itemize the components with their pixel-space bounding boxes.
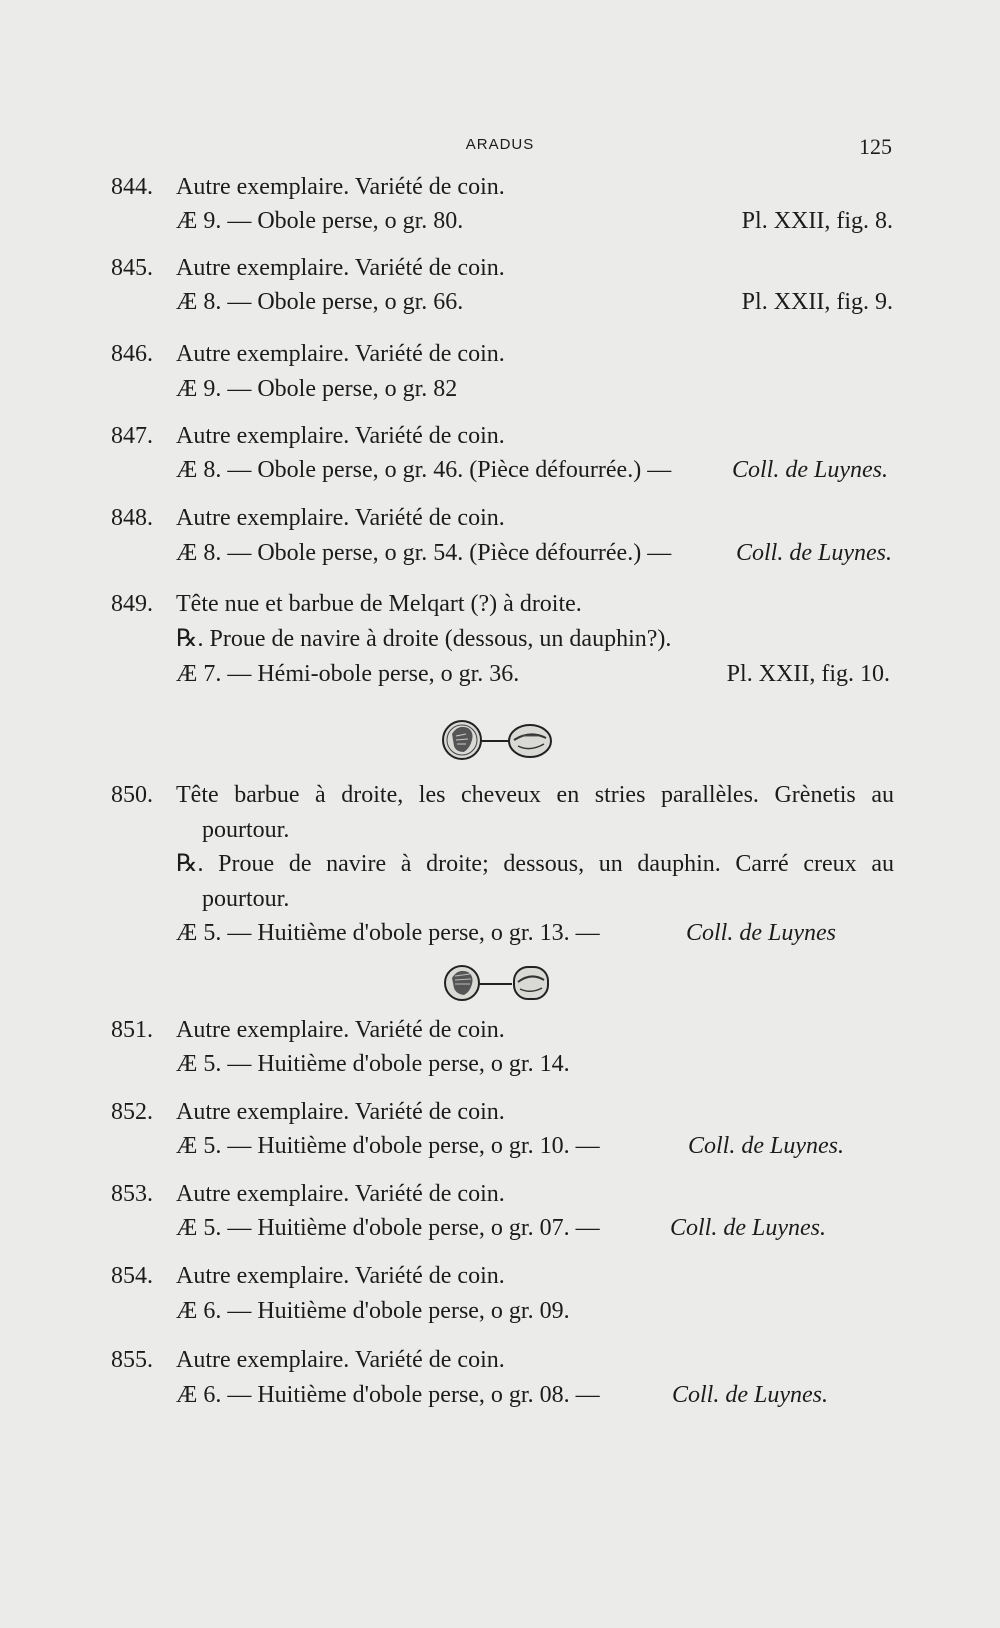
entry-metal-weight: Æ 6. — Huitième d'obole perse, o gr. 08. — [176, 1382, 600, 1408]
entry-849-line1 [0, 589, 1000, 623]
entry-850-line3 [0, 918, 1000, 952]
entry-number: 846. [111, 341, 153, 367]
entry-number: 853. [111, 1181, 153, 1207]
entry-849-line2 [0, 624, 1000, 658]
entry-metal-weight: Æ 5. — Huitième d'obole perse, o gr. 13. — [176, 920, 600, 946]
entry-metal-weight: Æ 8. — Obole perse, o gr. 46. (Pièce défourrée.) — [176, 457, 672, 483]
entry-metal-weight: Æ 5. — Huitième d'obole perse, o gr. 14. [176, 1051, 570, 1077]
page-number: 125 [859, 134, 892, 159]
entry-number: 854. [111, 1263, 153, 1289]
coin-reverse-icon [514, 967, 548, 999]
entry-852-line2 [0, 1131, 1000, 1165]
entry-description: Autre exemplaire. Variété de coin. [176, 505, 505, 531]
entry-number: 852. [111, 1099, 153, 1125]
entry-reverse-cont: pourtour. [202, 886, 290, 912]
plate-reference: Pl. XXII, fig. 9. [741, 289, 893, 315]
entry-851-line1 [0, 1015, 1000, 1049]
collection-reference: Coll. de Luynes [686, 920, 836, 946]
collection-reference: Coll. de Luynes. [670, 1215, 826, 1241]
entry-844-line2 [0, 206, 1000, 240]
entry-number: 851. [111, 1017, 153, 1043]
entry-number: 844. [111, 174, 153, 200]
entry-855-line1 [0, 1345, 1000, 1379]
coin-obverse-icon [445, 966, 479, 1000]
coin-illustration-849 [438, 714, 568, 766]
collection-reference: Coll. de Luynes. [732, 457, 888, 483]
entry-845-line2 [0, 287, 1000, 321]
coin-illustration-850 [440, 960, 570, 1006]
entry-description: Autre exemplaire. Variété de coin. [176, 1099, 505, 1125]
entry-846-line2 [0, 374, 1000, 408]
entry-850-line2 [0, 849, 1000, 883]
entry-850-line1 [0, 780, 1000, 814]
entry-metal-weight: Æ 9. — Obole perse, o gr. 82 [176, 376, 458, 402]
entry-850-line2b [0, 884, 1000, 918]
entry-obverse: Tête barbue à droite, les cheveux en stries parallèles. Grènetis au [176, 782, 894, 808]
entry-848-line1 [0, 503, 1000, 537]
entry-852-line1 [0, 1097, 1000, 1131]
collection-reference: Coll. de Luynes. [736, 540, 892, 566]
entry-850-line1b [0, 815, 1000, 849]
entry-853-line1 [0, 1179, 1000, 1213]
entry-metal-weight: Æ 8. — Obole perse, o gr. 54. (Pièce défourrée.) — [176, 540, 672, 566]
entry-obverse-cont: pourtour. [202, 817, 290, 843]
collection-reference: Coll. de Luynes. [688, 1133, 844, 1159]
collection-reference: Coll. de Luynes. [672, 1382, 828, 1408]
entry-855-line2 [0, 1380, 1000, 1414]
entry-number: 848. [111, 505, 153, 531]
entry-number: 845. [111, 255, 153, 281]
entry-844-line1 [0, 172, 1000, 206]
coin-obverse-icon [443, 721, 481, 759]
entry-reverse: ℞. Proue de navire à droite (dessous, un dauphin?). [176, 626, 672, 652]
entry-number: 847. [111, 423, 153, 449]
entry-metal-weight: Æ 5. — Huitième d'obole perse, o gr. 07. — [176, 1215, 600, 1241]
entry-reverse: ℞. Proue de navire à droite; dessous, un dauphin. Carré creux au [176, 851, 894, 877]
entry-description: Autre exemplaire. Variété de coin. [176, 1017, 505, 1043]
entry-849-line3 [0, 659, 1000, 693]
entry-number: 855. [111, 1347, 153, 1373]
entry-description: Autre exemplaire. Variété de coin. [176, 1347, 505, 1373]
entry-846-line1 [0, 339, 1000, 373]
plate-reference: Pl. XXII, fig. 8. [741, 208, 893, 234]
entry-number: 850. [111, 782, 153, 808]
entry-description: Autre exemplaire. Variété de coin. [176, 174, 505, 200]
entry-obverse: Tête nue et barbue de Melqart (?) à droite. [176, 591, 582, 617]
entry-853-line2 [0, 1213, 1000, 1247]
entry-metal-weight: Æ 8. — Obole perse, o gr. 66. [176, 289, 464, 315]
entry-854-line1 [0, 1261, 1000, 1295]
entry-metal-weight: Æ 5. — Huitième d'obole perse, o gr. 10. — [176, 1133, 600, 1159]
coin-reverse-icon [509, 725, 551, 757]
entry-metal-weight: Æ 7. — Hémi-obole perse, o gr. 36. [176, 661, 520, 687]
entry-description: Autre exemplaire. Variété de coin. [176, 341, 505, 367]
entry-847-line1 [0, 421, 1000, 455]
entry-847-line2 [0, 455, 1000, 489]
entry-metal-weight: Æ 6. — Huitième d'obole perse, o gr. 09. [176, 1298, 570, 1324]
entry-851-line2 [0, 1049, 1000, 1083]
plate-reference: Pl. XXII, fig. 10. [726, 661, 890, 687]
entry-description: Autre exemplaire. Variété de coin. [176, 1181, 505, 1207]
entry-number: 849. [111, 591, 153, 617]
entry-description: Autre exemplaire. Variété de coin. [176, 423, 505, 449]
entry-description: Autre exemplaire. Variété de coin. [176, 255, 505, 281]
entry-848-line2 [0, 538, 1000, 572]
entry-description: Autre exemplaire. Variété de coin. [176, 1263, 505, 1289]
entry-845-line1 [0, 253, 1000, 287]
running-head [0, 136, 1000, 160]
entry-metal-weight: Æ 9. — Obole perse, o gr. 80. [176, 208, 464, 234]
running-title: ARADUS [465, 136, 535, 153]
entry-854-line2 [0, 1296, 1000, 1330]
